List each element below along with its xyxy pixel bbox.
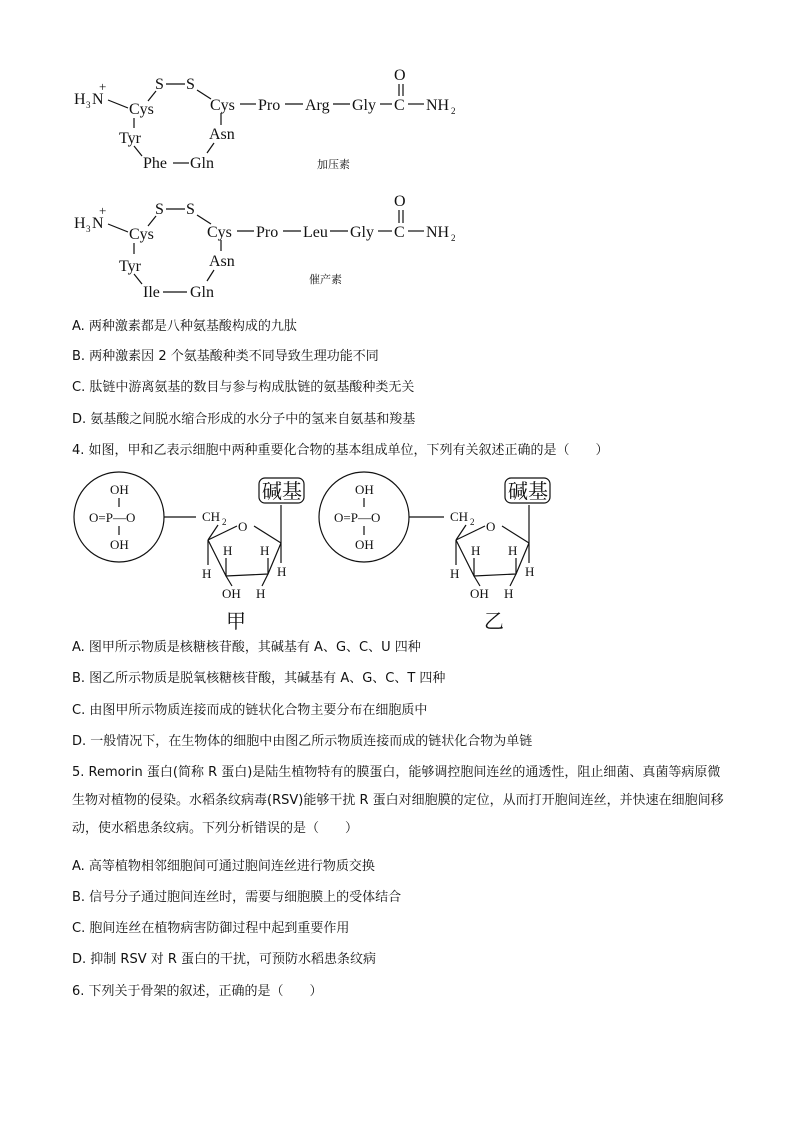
q5-option-b: B. 信号分子通过胞间连丝时，需要与细胞膜上的受体结合 <box>72 890 402 905</box>
c2-sub: H <box>504 586 514 601</box>
vasopressin-caption: 加压素 <box>317 158 350 171</box>
vasopressin-gln: Gln <box>190 155 214 172</box>
q5-option-d: D. 抑制 RSV 对 R 蛋白的干扰，可预防水稻患条纹病 <box>72 952 377 967</box>
vasopressin-s2: S <box>186 76 195 93</box>
q5-option-c: C. 胞间连丝在植物病害防御过程中起到重要作用 <box>72 921 350 936</box>
c1-h: H <box>525 564 535 579</box>
vasopressin-res8: Arg <box>305 97 330 114</box>
q6-stem: 6. 下列关于骨架的叙述，正确的是（ ） <box>72 984 323 999</box>
ch2-sub: 2 <box>222 517 227 527</box>
nucleotide-jia <box>74 472 304 633</box>
phosphate-o-p-o: O=P—O <box>89 510 136 525</box>
c4-h: H <box>202 566 212 581</box>
oxytocin-s2: S <box>186 201 195 218</box>
oxytocin-cys1: Cys <box>129 226 154 243</box>
vasopressin-nh: NH <box>426 97 450 114</box>
oxytocin-pro: Pro <box>256 224 279 241</box>
c3-oh: OH <box>222 586 241 601</box>
vasopressin-plus: + <box>99 79 107 94</box>
oxytocin-structure <box>74 193 456 301</box>
q5-stem: 5. Remorin 蛋白(简称 R 蛋白)是陆生植物特有的膜蛋白，能够调控胞间连丝的通透性，阻止细菌、真菌等病原微生物对植物的侵染。水稻条纹病毒(RSV)能够干扰 R 蛋白对细胞膜的定位，从而打开胞间连丝，并快速在细胞间移动，使水稻患条纹病。下列分析错误的是（ ） <box>72 765 724 836</box>
ring-o: O <box>238 519 248 534</box>
ch2-label: CH <box>450 509 469 524</box>
phosphate-oh-top: OH <box>110 482 129 497</box>
oxytocin-nh-sub: 2 <box>451 233 456 243</box>
ch2-sub: 2 <box>470 517 475 527</box>
vasopressin-cys1: Cys <box>129 101 154 118</box>
yi-caption: 乙 <box>484 609 504 633</box>
oxytocin-asn: Asn <box>209 253 235 270</box>
base-label: 碱基 <box>262 479 302 503</box>
c2-h: H <box>260 543 270 558</box>
oxytocin-caption: 催产素 <box>309 273 342 286</box>
phosphate-oh-bottom: OH <box>355 537 374 552</box>
c3-h: H <box>471 543 481 558</box>
q3-option-a: A. 两种激素都是八种氨基酸构成的九肽 <box>72 319 297 334</box>
q4-option-c: C. 由图甲所示物质连接而成的链状化合物主要分布在细胞质中 <box>72 703 428 718</box>
phosphate-oh-bottom: OH <box>110 537 129 552</box>
oxytocin-res3: Ile <box>143 284 160 301</box>
oxytocin-h-sub: 3 <box>86 224 91 234</box>
q4-option-b: B. 图乙所示物质是脱氧核糖核苷酸，其碱基有 A、G、C、T 四种 <box>72 671 446 686</box>
nucleotide-yi <box>319 472 550 633</box>
vasopressin-structure <box>74 67 456 172</box>
oxytocin-s1: S <box>155 201 164 218</box>
vasopressin-n: N <box>92 91 104 108</box>
oxytocin-tyr: Tyr <box>119 258 141 275</box>
vasopressin-pro: Pro <box>258 97 281 114</box>
oxytocin-cys2: Cys <box>207 224 232 241</box>
c4-h: H <box>450 566 460 581</box>
vasopressin-s1: S <box>155 76 164 93</box>
jia-caption: 甲 <box>226 609 246 633</box>
q3-option-b: B. 两种激素因 2 个氨基酸种类不同导致生理功能不同 <box>72 349 379 364</box>
vasopressin-res3: Phe <box>143 155 167 172</box>
ch2-label: CH <box>202 509 221 524</box>
q3-option-c: C. 肽链中游离氨基的数目与参与构成肽链的氨基酸种类无关 <box>72 380 415 395</box>
c2-sub: H <box>256 586 266 601</box>
oxytocin-nh: NH <box>426 224 450 241</box>
q4-option-d: D. 一般情况下，在生物体的细胞中由图乙所示物质连接而成的链状化合物为单链 <box>72 734 533 749</box>
c2-h: H <box>508 543 518 558</box>
vasopressin-h-sub: 3 <box>86 100 91 110</box>
q4-stem: 4. 如图，甲和乙表示细胞中两种重要化合物的基本组成单位，下列有关叙述正确的是（ ） <box>72 443 609 458</box>
vasopressin-gly: Gly <box>352 97 376 114</box>
oxytocin-c: C <box>394 224 405 241</box>
oxytocin-gln: Gln <box>190 284 214 301</box>
vasopressin-h: H <box>74 91 86 108</box>
oxytocin-gly: Gly <box>350 224 374 241</box>
vasopressin-c: C <box>394 97 405 114</box>
c3-h: H <box>223 543 233 558</box>
vasopressin-o: O <box>394 67 406 84</box>
vasopressin-cys2: Cys <box>210 97 235 114</box>
ring-o: O <box>486 519 496 534</box>
oxytocin-n: N <box>92 215 104 232</box>
vasopressin-nh-sub: 2 <box>451 106 456 116</box>
c3-oh: OH <box>470 586 489 601</box>
c1-h: H <box>277 564 287 579</box>
oxytocin-h: H <box>74 215 86 232</box>
vasopressin-asn: Asn <box>209 126 235 143</box>
oxytocin-o: O <box>394 193 406 210</box>
oxytocin-res8: Leu <box>303 224 328 241</box>
q4-option-a: A. 图甲所示物质是核糖核苷酸，其碱基有 A、G、C、U 四种 <box>72 640 421 655</box>
base-label: 碱基 <box>508 479 548 503</box>
q3-option-d: D. 氨基酸之间脱水缩合形成的水分子中的氢来自氨基和羧基 <box>72 412 416 427</box>
vasopressin-tyr: Tyr <box>119 130 141 147</box>
phosphate-oh-top: OH <box>355 482 374 497</box>
phosphate-o-p-o: O=P—O <box>334 510 381 525</box>
oxytocin-plus: + <box>99 203 107 218</box>
q5-option-a: A. 高等植物相邻细胞间可通过胞间连丝进行物质交换 <box>72 859 375 874</box>
